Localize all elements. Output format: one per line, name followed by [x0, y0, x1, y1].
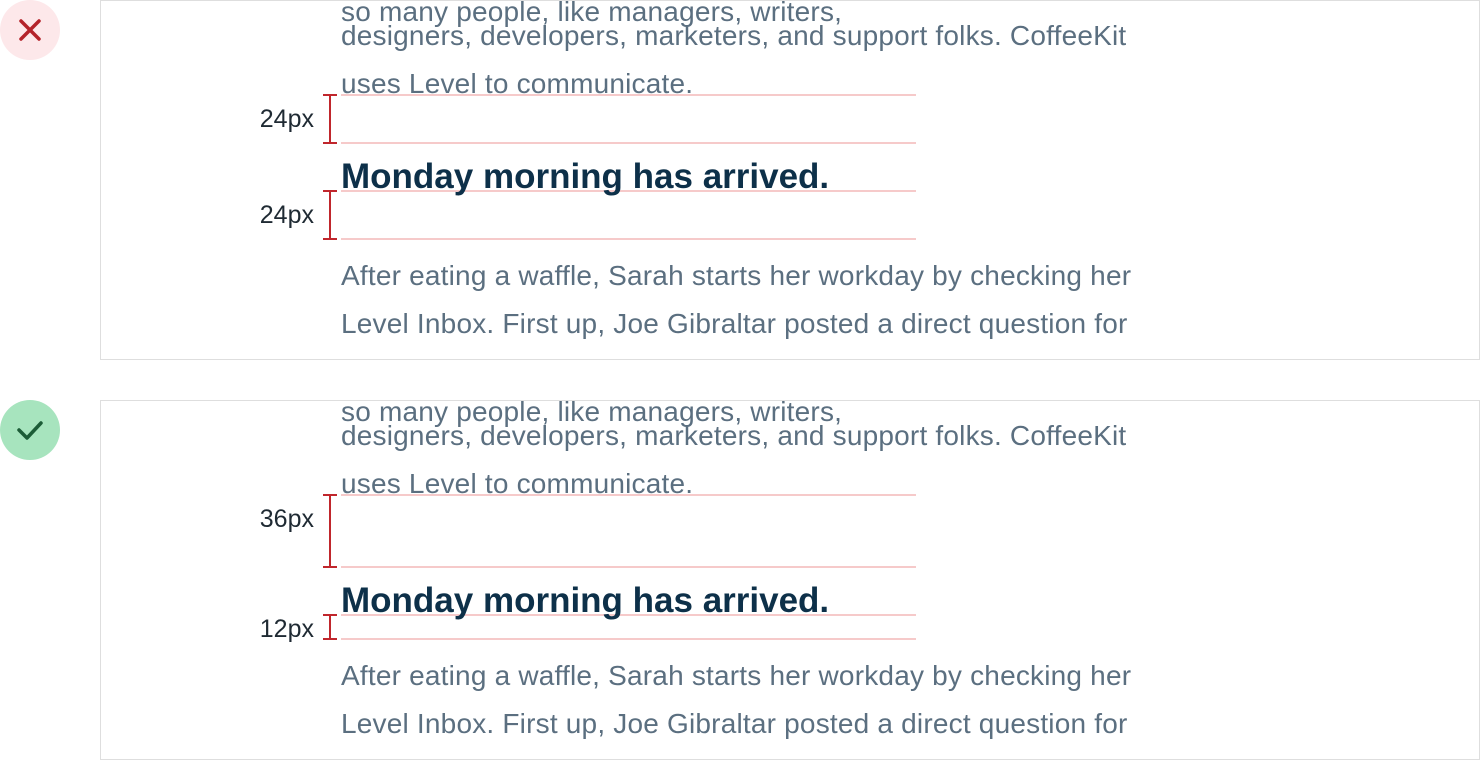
- paragraph-line-partial: so many people, like managers, writers,: [341, 400, 843, 427]
- space-above-label: 36px: [259, 505, 314, 533]
- section-heading: Monday morning has arrived.: [341, 581, 830, 620]
- spacing-bracket-below: [323, 190, 337, 240]
- correct-badge: [0, 400, 60, 460]
- spacing-bracket-below: [323, 614, 337, 640]
- close-icon: [17, 17, 43, 43]
- paragraph-after-line-2: Level Inbox. First up, Joe Gibraltar posted a direct question for: [341, 308, 1128, 339]
- space-below-label: 24px: [259, 201, 314, 229]
- spacing-bracket-above: [323, 94, 337, 144]
- guide-line: [341, 566, 916, 568]
- spacing-bracket-above: [323, 494, 337, 568]
- space-below-label: 12px: [259, 615, 314, 643]
- paragraph-after-line-1: After eating a waffle, Sarah starts her workday by checking her: [341, 660, 1132, 691]
- guide-line: [341, 238, 916, 240]
- guide-line: [341, 142, 916, 144]
- paragraph-before-line-2: uses Level to communicate.: [341, 468, 694, 499]
- checkmark-icon: [15, 417, 45, 443]
- section-heading: Monday morning has arrived.: [341, 157, 830, 196]
- incorrect-example-panel: [100, 0, 1480, 360]
- guide-line: [341, 94, 916, 96]
- correct-example-panel: [100, 400, 1480, 760]
- paragraph-line-partial: so many people, like managers, writers,: [341, 0, 843, 27]
- paragraph-before-line-2: uses Level to communicate.: [341, 68, 694, 99]
- incorrect-badge: [0, 0, 60, 60]
- paragraph-before-line-1: designers, developers, marketers, and support folks. CoffeeKit: [341, 20, 1127, 51]
- paragraph-after-line-2: Level Inbox. First up, Joe Gibraltar posted a direct question for: [341, 708, 1128, 739]
- space-above-label: 24px: [259, 105, 314, 133]
- guide-line: [341, 494, 916, 496]
- guide-line: [341, 638, 916, 640]
- paragraph-before-line-1: designers, developers, marketers, and support folks. CoffeeKit: [341, 420, 1127, 451]
- paragraph-after-line-1: After eating a waffle, Sarah starts her workday by checking her: [341, 260, 1132, 291]
